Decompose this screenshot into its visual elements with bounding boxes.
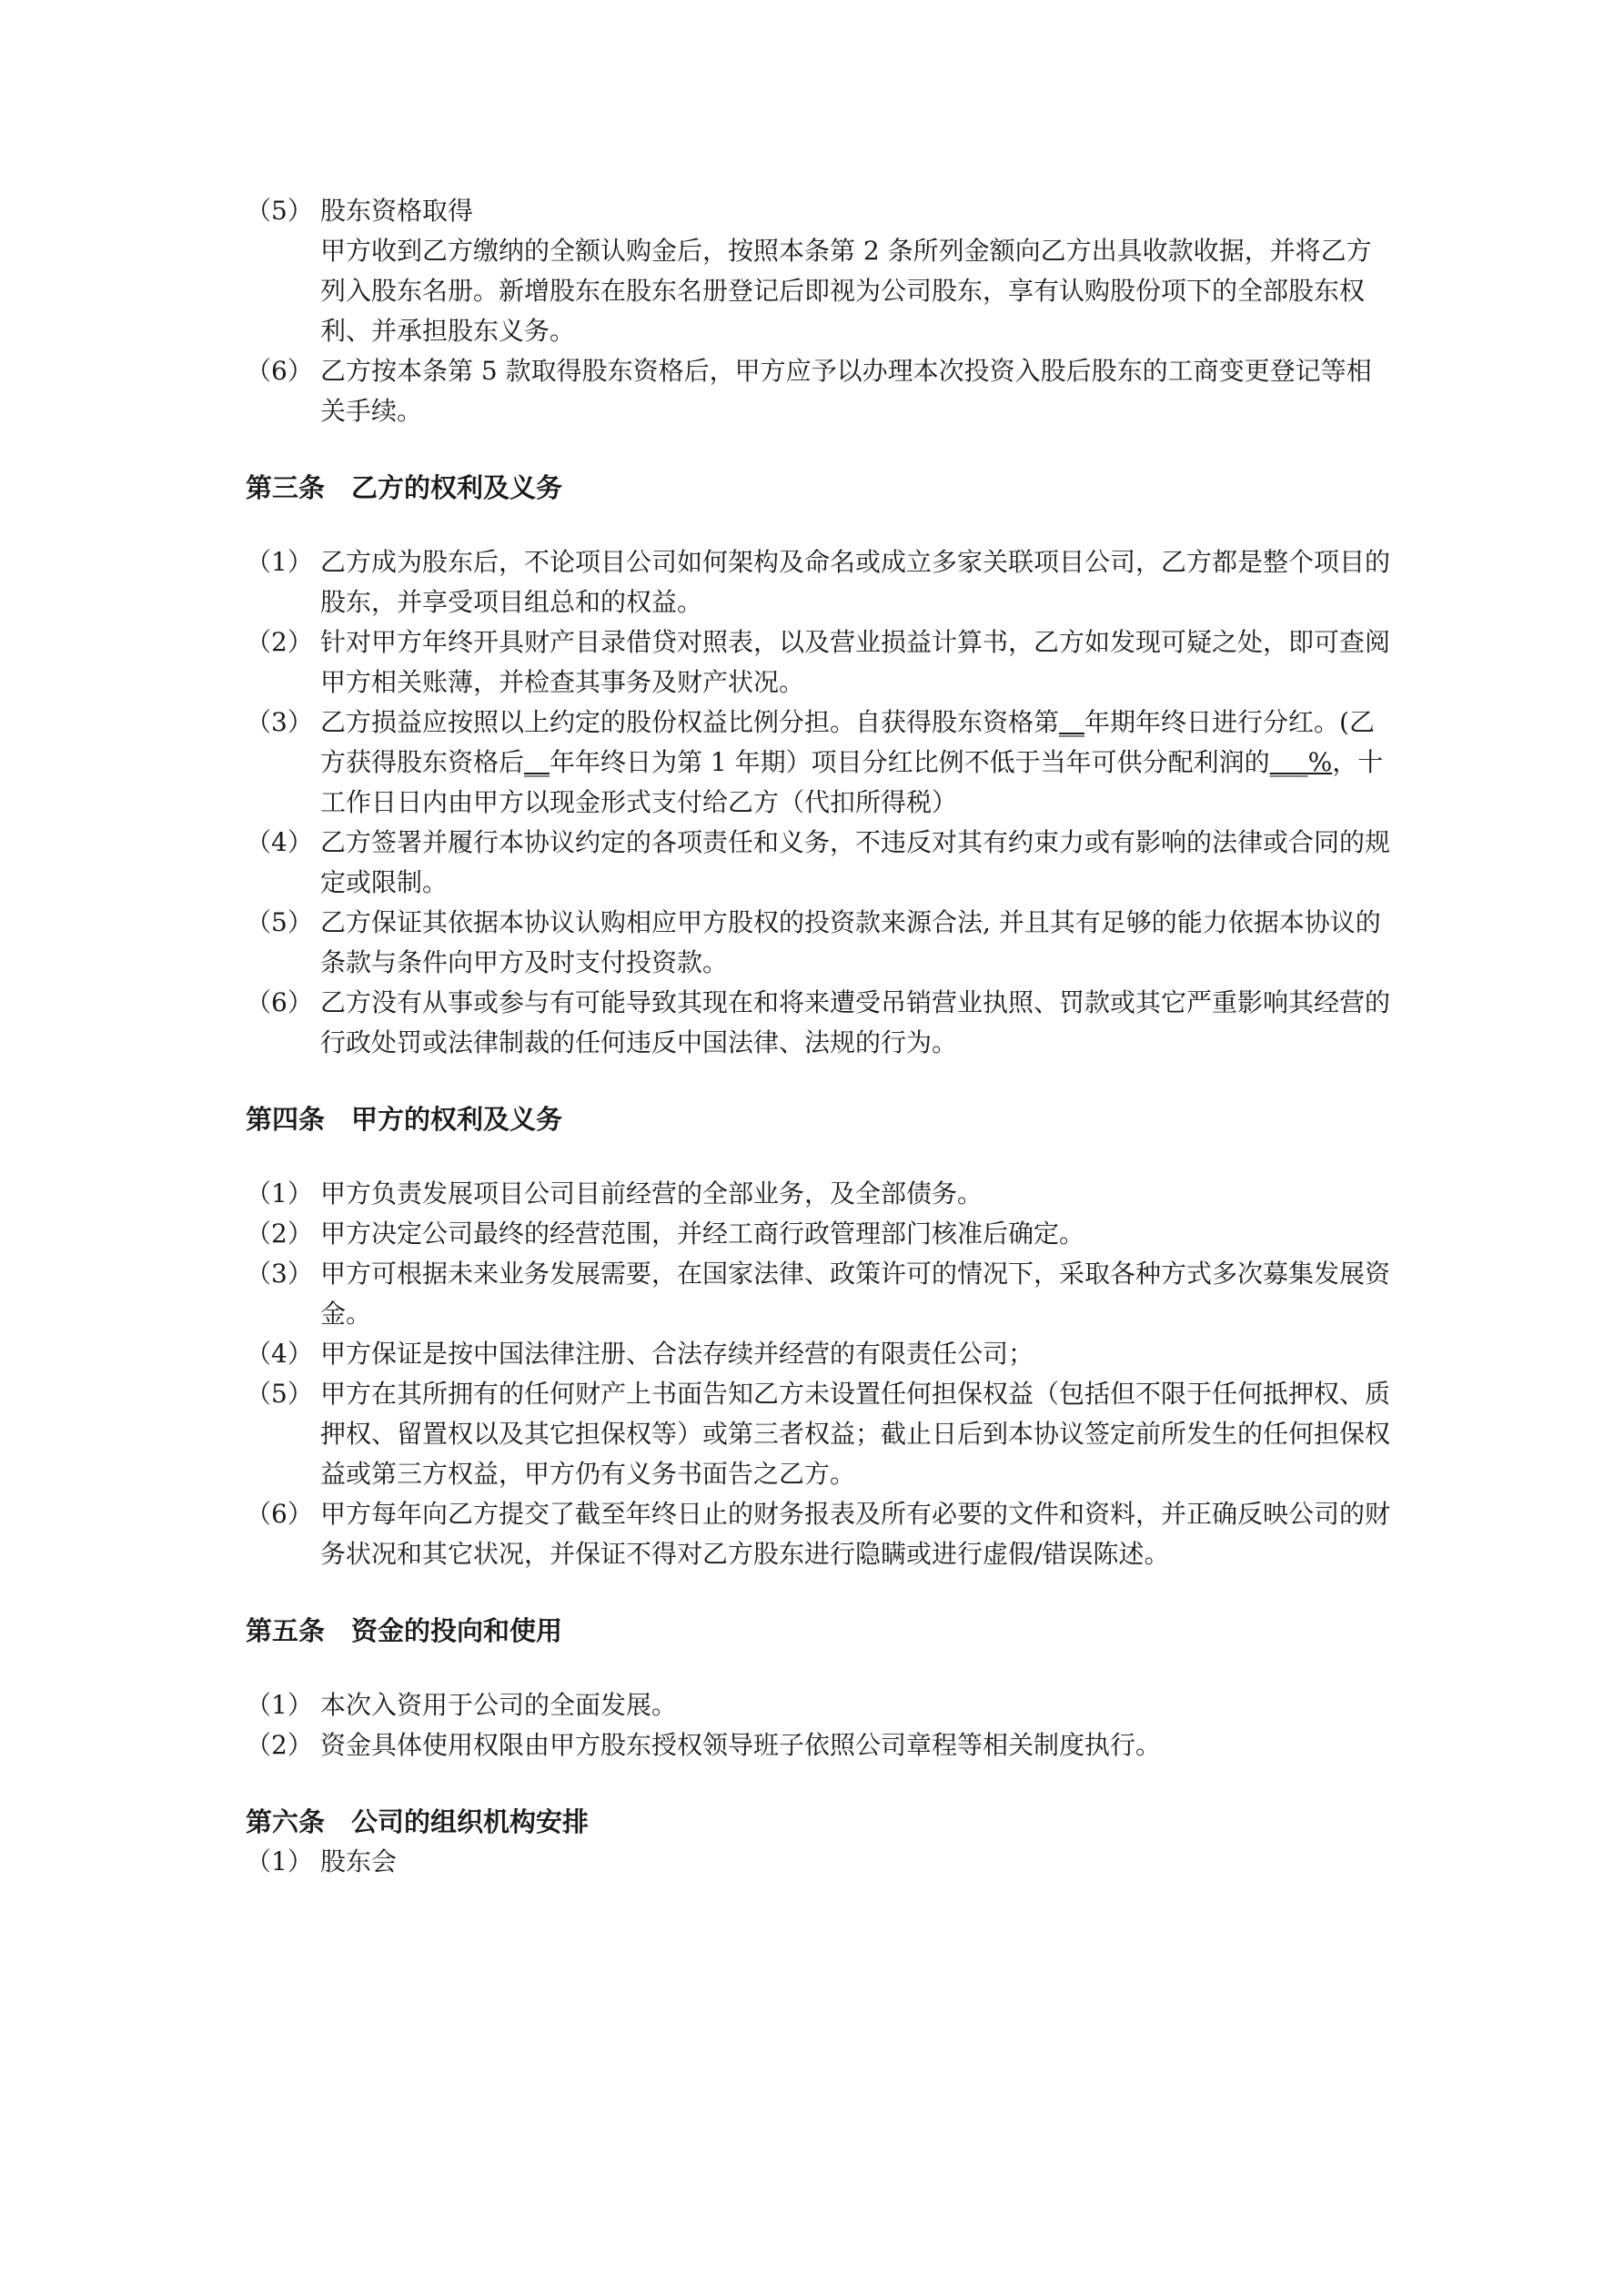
clause-text: 乙方按本条第 5 款取得股东资格后，甲方应予以办理本次投资入股后股东的工商变更登记等相关手续。 (320, 356, 1372, 426)
document-page (246, 191, 1392, 1882)
clause-3-6 (246, 983, 1392, 1063)
clause-4-4 (246, 1334, 1392, 1374)
clause-text: ，十工作日日内由甲方以现金形式支付给乙方（代扣所得税） (320, 747, 1384, 817)
clause-text: 乙方签署并履行本协议约定的各项责任和义务，不违反对其有约束力或有影响的法律或合同的规定或限制。 (320, 827, 1391, 897)
clause-text: 甲方收到乙方缴纳的全额认购金后，按照本条第 2 条所列金额向乙方出具收款收据，并将乙方列入股东名册。新增股东在股东名册登记后即视为公司股东，享有认购股份项下的全部股东权利、并承担股东义务。 (320, 236, 1372, 346)
clause-number: （2） (246, 1730, 313, 1760)
clause-4-6 (246, 1494, 1392, 1574)
clause-2-6 (246, 351, 1392, 431)
clause-text: 针对甲方年终开具财产目录借贷对照表，以及营业损益计算书，乙方如发现可疑之处，即可查阅甲方相关账薄，并检查其事务及财产状况。 (320, 627, 1391, 697)
clause-text: 股东会 (320, 1846, 398, 1876)
section-4-heading: 第四条 甲方的权利及义务 (246, 1104, 563, 1135)
clause-number: （6） (246, 356, 313, 386)
clause-text: 乙方损益应按照以上约定的股份权益比例分担。自获得股东资格第 (320, 707, 1060, 737)
clause-5-1 (246, 1685, 1392, 1725)
fill-blank: __ (524, 747, 550, 777)
clause-text: 乙方没有从事或参与有可能导致其现在和将来遭受吊销营业执照、罚款或其它严重影响其经营的行政处罚或法律制裁的任何违反中国法律、法规的行为。 (320, 987, 1391, 1057)
clause-6-1 (246, 1842, 1392, 1882)
clause-4-3 (246, 1254, 1392, 1334)
clause-number: （6） (246, 1499, 313, 1529)
clause-number: （3） (246, 707, 313, 737)
clause-number: （5） (246, 196, 313, 226)
clause-text: 甲方负责发展项目公司目前经营的全部业务，及全部债务。 (320, 1178, 983, 1209)
clause-number: （1） (246, 1846, 313, 1876)
clause-4-1 (246, 1174, 1392, 1214)
clause-number: （4） (246, 1339, 313, 1369)
clause-number: （5） (246, 1379, 313, 1409)
clause-text: 甲方保证是按中国法律注册、合法存续并经营的有限责任公司； (320, 1339, 1034, 1369)
clause-3-4 (246, 823, 1392, 903)
section-6-heading: 第六条 公司的组织机构安排 (246, 1806, 590, 1837)
fill-blank-percent: ___% (1269, 747, 1333, 777)
clause-3-1 (246, 542, 1392, 622)
clause-2-5 (246, 191, 1392, 351)
clause-number: （5） (246, 907, 313, 937)
clause-5-2 (246, 1725, 1392, 1765)
section-5-heading: 第五条 资金的投向和使用 (246, 1615, 563, 1646)
clause-text: 甲方可根据未来业务发展需要，在国家法律、政策许可的情况下，采取各种方式多次募集发展资金。 (320, 1259, 1391, 1329)
clause-text: 乙方保证其依据本协议认购相应甲方股权的投资款来源合法, 并且其有足够的能力依据本协议的条款与条件向甲方及时支付投资款。 (320, 907, 1381, 977)
clause-text: 乙方成为股东后，不论项目公司如何架构及命名或成立多家关联项目公司，乙方都是整个项目的股东，并享受项目组总和的权益。 (320, 547, 1391, 617)
section-3-heading: 第三条 乙方的权利及义务 (246, 472, 563, 503)
clause-3-5 (246, 903, 1392, 983)
clause-text: 甲方每年向乙方提交了截至年终日止的财务报表及所有必要的文件和资料，并正确反映公司的财务状况和其它状况，并保证不得对乙方股东进行隐瞒或进行虚假/错误陈述。 (320, 1499, 1391, 1569)
clause-text: 本次入资用于公司的全面发展。 (320, 1690, 678, 1720)
clause-4-5 (246, 1374, 1392, 1494)
clause-number: （2） (246, 1219, 313, 1249)
clause-3-2 (246, 622, 1392, 703)
clause-text: 甲方在其所拥有的任何财产上书面告知乙方未设置任何担保权益（包括但不限于任何抵押权、质押权、留置权以及其它担保权等）或第三者权益；截止日后到本协议签定前所发生的任何担保权益或第三方权益，甲方仍有义务书面告之乙方。 (320, 1379, 1391, 1489)
clause-3-3 (246, 703, 1392, 823)
clause-number: （1） (246, 1690, 313, 1720)
clause-text: 甲方决定公司最终的经营范围，并经工商行政管理部门核准后确定。 (320, 1219, 1085, 1249)
clause-number: （1） (246, 1178, 313, 1209)
clause-number: （1） (246, 547, 313, 577)
clause-number: （4） (246, 827, 313, 857)
clause-text: 资金具体使用权限由甲方股东授权领导班子依照公司章程等相关制度执行。 (320, 1730, 1162, 1760)
clause-number: （2） (246, 627, 313, 657)
clause-text: 年年终日为第 1 年期）项目分红比例不低于当年可供分配利润的 (550, 747, 1270, 777)
clause-4-2 (246, 1214, 1392, 1254)
clause-number: （6） (246, 987, 313, 1017)
clause-text: 年期年终日进行分红。(乙方获得股东资格后 (320, 707, 1375, 777)
clause-number: （3） (246, 1259, 313, 1289)
fill-blank: __ (1059, 707, 1085, 737)
clause-title: 股东资格取得 (320, 196, 474, 226)
